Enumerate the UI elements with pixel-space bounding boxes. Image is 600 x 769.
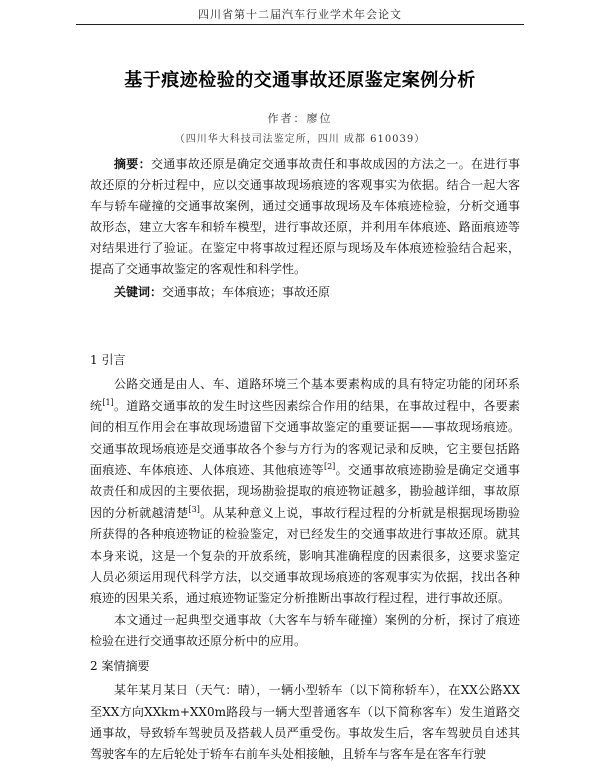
reference-3: [3] bbox=[188, 504, 200, 514]
body-text bbox=[90, 350, 520, 766]
section1-paragraph-1 bbox=[90, 374, 520, 609]
section1-paragraph-2: 本文通过一起典型交通事故（大客车与轿车碰撞）案例的分析，探讨了痕迹检验在进行交通事故还原分析中的应用。 bbox=[90, 612, 520, 649]
section1-p1-c: 。交通事故痕迹勘验是确定交通事故责任和成因的主要依据，现场勘验提取的痕迹物证越多，勘验越详细，事故原因的分析就越清楚 bbox=[90, 463, 520, 520]
abstract-paragraph bbox=[90, 154, 520, 280]
abstract-text: 交通事故还原是确定交通事故责任和事故成因的方法之一。在进行事故还原的分析过程中，应以交通事故现场痕迹的客观事实为依据。结合一起大客车与轿车碰撞的交通事故案例，通过交通事故现场及车体痕迹检验，分析交通事故形态，建立大客车和轿车模型，进行事故还原，并利用车体痕迹、路面痕迹等对结果进行了验证。在鉴定中将事故过程还原与现场及车体痕迹检验结合起来，提高了交通事故鉴定的客观性和科学性。 bbox=[90, 157, 520, 276]
keywords-label: 关键词： bbox=[114, 285, 163, 299]
section-heading-2: 2 案情摘要 bbox=[90, 658, 150, 673]
section1-p1-b: 。道路交通事故的发生时这些因素综合作用的结果，在事故过程中，各要素间的相互作用会在事故现场遗留下交通事故鉴定的重要证据——事故现场痕迹。交通事故现场痕迹是交通事故各个参与方行为的客观记录和反映，它主要包括路面痕迹、车体痕迹、人体痕迹、其他痕迹等 bbox=[90, 398, 520, 478]
section1-p1-d: 。从某种意义上说，事故行程过程的分析就是根据现场勘验所获得的各种痕迹物证的检验鉴定，对已经发生的交通事故进行事故还原。就其本身来说，这是一个复杂的开放系统，影响其准确程度的因素很多，这要求鉴定人员必须运用现代科学方法，以交通事故现场痕迹的客观事实为依据，找出各种痕迹的因果关系，通过痕迹物证鉴定分析推断出事故行程过程，进行事故还原。 bbox=[90, 505, 520, 606]
keywords-text: 交通事故；车体痕迹；事故还原 bbox=[162, 285, 331, 299]
paper-title: 基于痕迹检验的交通事故还原鉴定案例分析 bbox=[124, 70, 476, 91]
section1-p1-a: 公路交通是由人、车、道路环境三个基本要素构成的具有特定功能的闭环系统 bbox=[90, 377, 520, 413]
running-head: 四川省第十二届汽车行业学术年会论文 bbox=[198, 8, 402, 21]
paper-author: 作者：廖位 bbox=[267, 112, 333, 125]
paper-affiliation: （四川华大科技司法鉴定所，四川 成都 610039） bbox=[174, 134, 426, 145]
abstract-label: 摘要： bbox=[114, 157, 151, 171]
section2-paragraph-1: 某年某月某日（天气：晴），一辆小型轿车（以下简称轿车），在XX公路XX至XX方向XXkm+XX0m路段与一辆大型普通客车（以下简称客车）发生道路交通事故，导致轿车驾驶员及搭载人员严重受伤。事故发生后，客车驾驶员自述其驾驶客车的左后轮处于轿车右前车头处相接触，且轿车与客车是在客车行驶 bbox=[90, 683, 520, 762]
reference-2: [2] bbox=[323, 462, 336, 472]
reference-1: [1] bbox=[102, 397, 114, 407]
section-heading-1: 1 引言 bbox=[90, 353, 126, 367]
keywords-paragraph bbox=[90, 282, 520, 303]
header-rule bbox=[76, 24, 524, 25]
abstract-block bbox=[90, 154, 520, 303]
